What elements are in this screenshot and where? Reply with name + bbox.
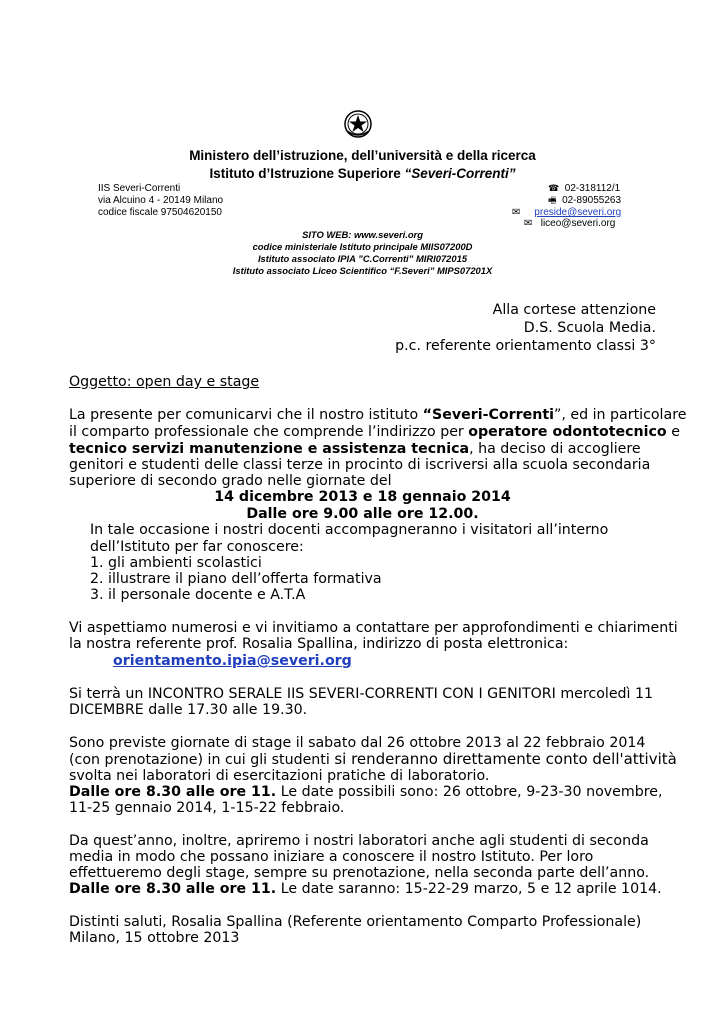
fiscal-code: codice fiscale 97504620150 <box>98 207 222 218</box>
p4-line-4: Dalle ore 8.30 alle ore 11. Le date possibili sono: 26 ottobre, 9-23-30 novembre, <box>69 784 663 800</box>
p1-line-1: La presente per comunicarvi che il nostro istituto “Severi-Correnti”, ed in particolare <box>69 407 687 423</box>
fax-line: 🖷 02-89055263 <box>548 195 622 206</box>
contact-email-link[interactable]: orientamento.ipia@severi.org <box>113 653 352 669</box>
envelope-icon: ✉ <box>524 218 533 229</box>
phone-icon: ☎ <box>548 184 560 194</box>
emblem-icon <box>343 109 373 139</box>
list-item: 1. gli ambienti scolastici <box>90 555 262 571</box>
open-day-hours: Dalle ore 9.00 alle ore 12.00. <box>246 506 479 522</box>
p5-line-1: Da quest’anno, inoltre, apriremo i nostri laboratori anche agli studenti di seconda <box>69 833 649 849</box>
recipient-line-1: Alla cortese attenzione <box>492 302 656 318</box>
p2-line-2: la nostra referente prof. Rosalia Spallina, indirizzo di posta elettronica: <box>69 636 569 652</box>
subject-line: Oggetto: open day e stage <box>69 374 260 390</box>
code-liceo: Istituto associato Liceo Scientifico “F.Severi” MIPS07201X <box>232 265 493 276</box>
open-day-dates: 14 dicembre 2013 e 18 gennaio 2014 <box>214 489 511 505</box>
institute-title: Istituto d’Istruzione Superiore “Severi-Correnti” <box>209 166 516 181</box>
code-ipia: Istituto associato IPIA ”C.Correnti” MIRI072015 <box>257 253 468 264</box>
p5-line-2: media in modo che possano iniziare a conoscere il nostro Istituto. Per loro <box>69 849 594 865</box>
website: SITO WEB: www.severi.org <box>302 229 423 240</box>
p3-line-2: DICEMBRE dalle 17.30 alle 19.30. <box>69 702 308 718</box>
p1-line-3: tecnico servizi manutenzione e assistenza tecnica, ha deciso di accogliere <box>69 441 641 457</box>
p1-line-5: superiore di secondo grado nelle giornate del <box>69 473 392 489</box>
recipient-line-3: p.c. referente orientamento classi 3° <box>395 338 656 354</box>
p4-line-5: 11-25 gennaio 2014, 1-15-22 febbraio. <box>69 800 345 816</box>
address-line-1: IIS Severi-Correnti <box>98 183 181 194</box>
p1-line-2: il comparto professionale che comprende l’indirizzo per operatore odontotecnico e <box>69 424 680 440</box>
p4-line-3: svolta nei laboratori di esercitazioni pratiche di laboratorio. <box>69 768 490 784</box>
p2-line-1: Vi aspettiamo numerosi e vi invitiamo a contattare per approfondimenti e chiarimenti <box>69 620 678 636</box>
p5-line-3: effettueremo degli stage, sempre su prenotazione, nella seconda parte dell’anno. <box>69 865 650 881</box>
phone-line: ☎ 02-318112/1 <box>548 183 621 194</box>
list-item: 2. illustrare il piano dell’offerta formativa <box>90 571 382 587</box>
email-preside-link[interactable]: preside@severi.org <box>534 207 622 218</box>
closing-line-1: Distinti saluti, Rosalia Spallina (Referente orientamento Comparto Professionale) <box>69 914 642 930</box>
fax-icon: 🖷 <box>548 196 557 206</box>
list-item: 3. il personale docente e A.T.A <box>90 587 306 603</box>
p5-line-4: Dalle ore 8.30 alle ore 11. Le date saranno: 15-22-29 marzo, 5 e 12 aprile 1014. <box>69 881 662 897</box>
p3-line-1: Si terrà un INCONTRO SERALE IIS SEVERI-CORRENTI CON I GENITORI mercoledì 11 <box>69 686 654 702</box>
p1-line-4: genitori e studenti delle classi terze in procinto di iscriversi alla scuola secondaria <box>69 457 651 473</box>
institute-name: “Severi-Correnti” <box>404 166 516 181</box>
p4-line-2: (con prenotazione) in cui gli studenti si renderanno direttamente conto dell'attività <box>69 750 677 768</box>
p1-line-7: dell’Istituto per far conoscere: <box>90 539 304 555</box>
envelope-icon: ✉ <box>512 207 521 218</box>
ministry-title: Ministero dell’istruzione, dell’università e della ricerca <box>189 148 536 163</box>
address-line-2: via Alcuino 4 - 20149 Milano <box>98 195 224 206</box>
recipient-line-2: D.S. Scuola Media. <box>523 320 656 336</box>
email-liceo-line: ✉ liceo@severi.org <box>524 218 616 229</box>
p1-line-6: In tale occasione i nostri docenti accompagneranno i visitatori all’interno <box>90 522 609 538</box>
code-main: codice ministeriale Istituto principale MIIS07200D <box>252 241 473 252</box>
closing-line-2: Milano, 15 ottobre 2013 <box>69 930 240 946</box>
p4-line-1: Sono previste giornate di stage il sabato dal 26 ottobre 2013 al 22 febbraio 2014 <box>69 735 646 751</box>
